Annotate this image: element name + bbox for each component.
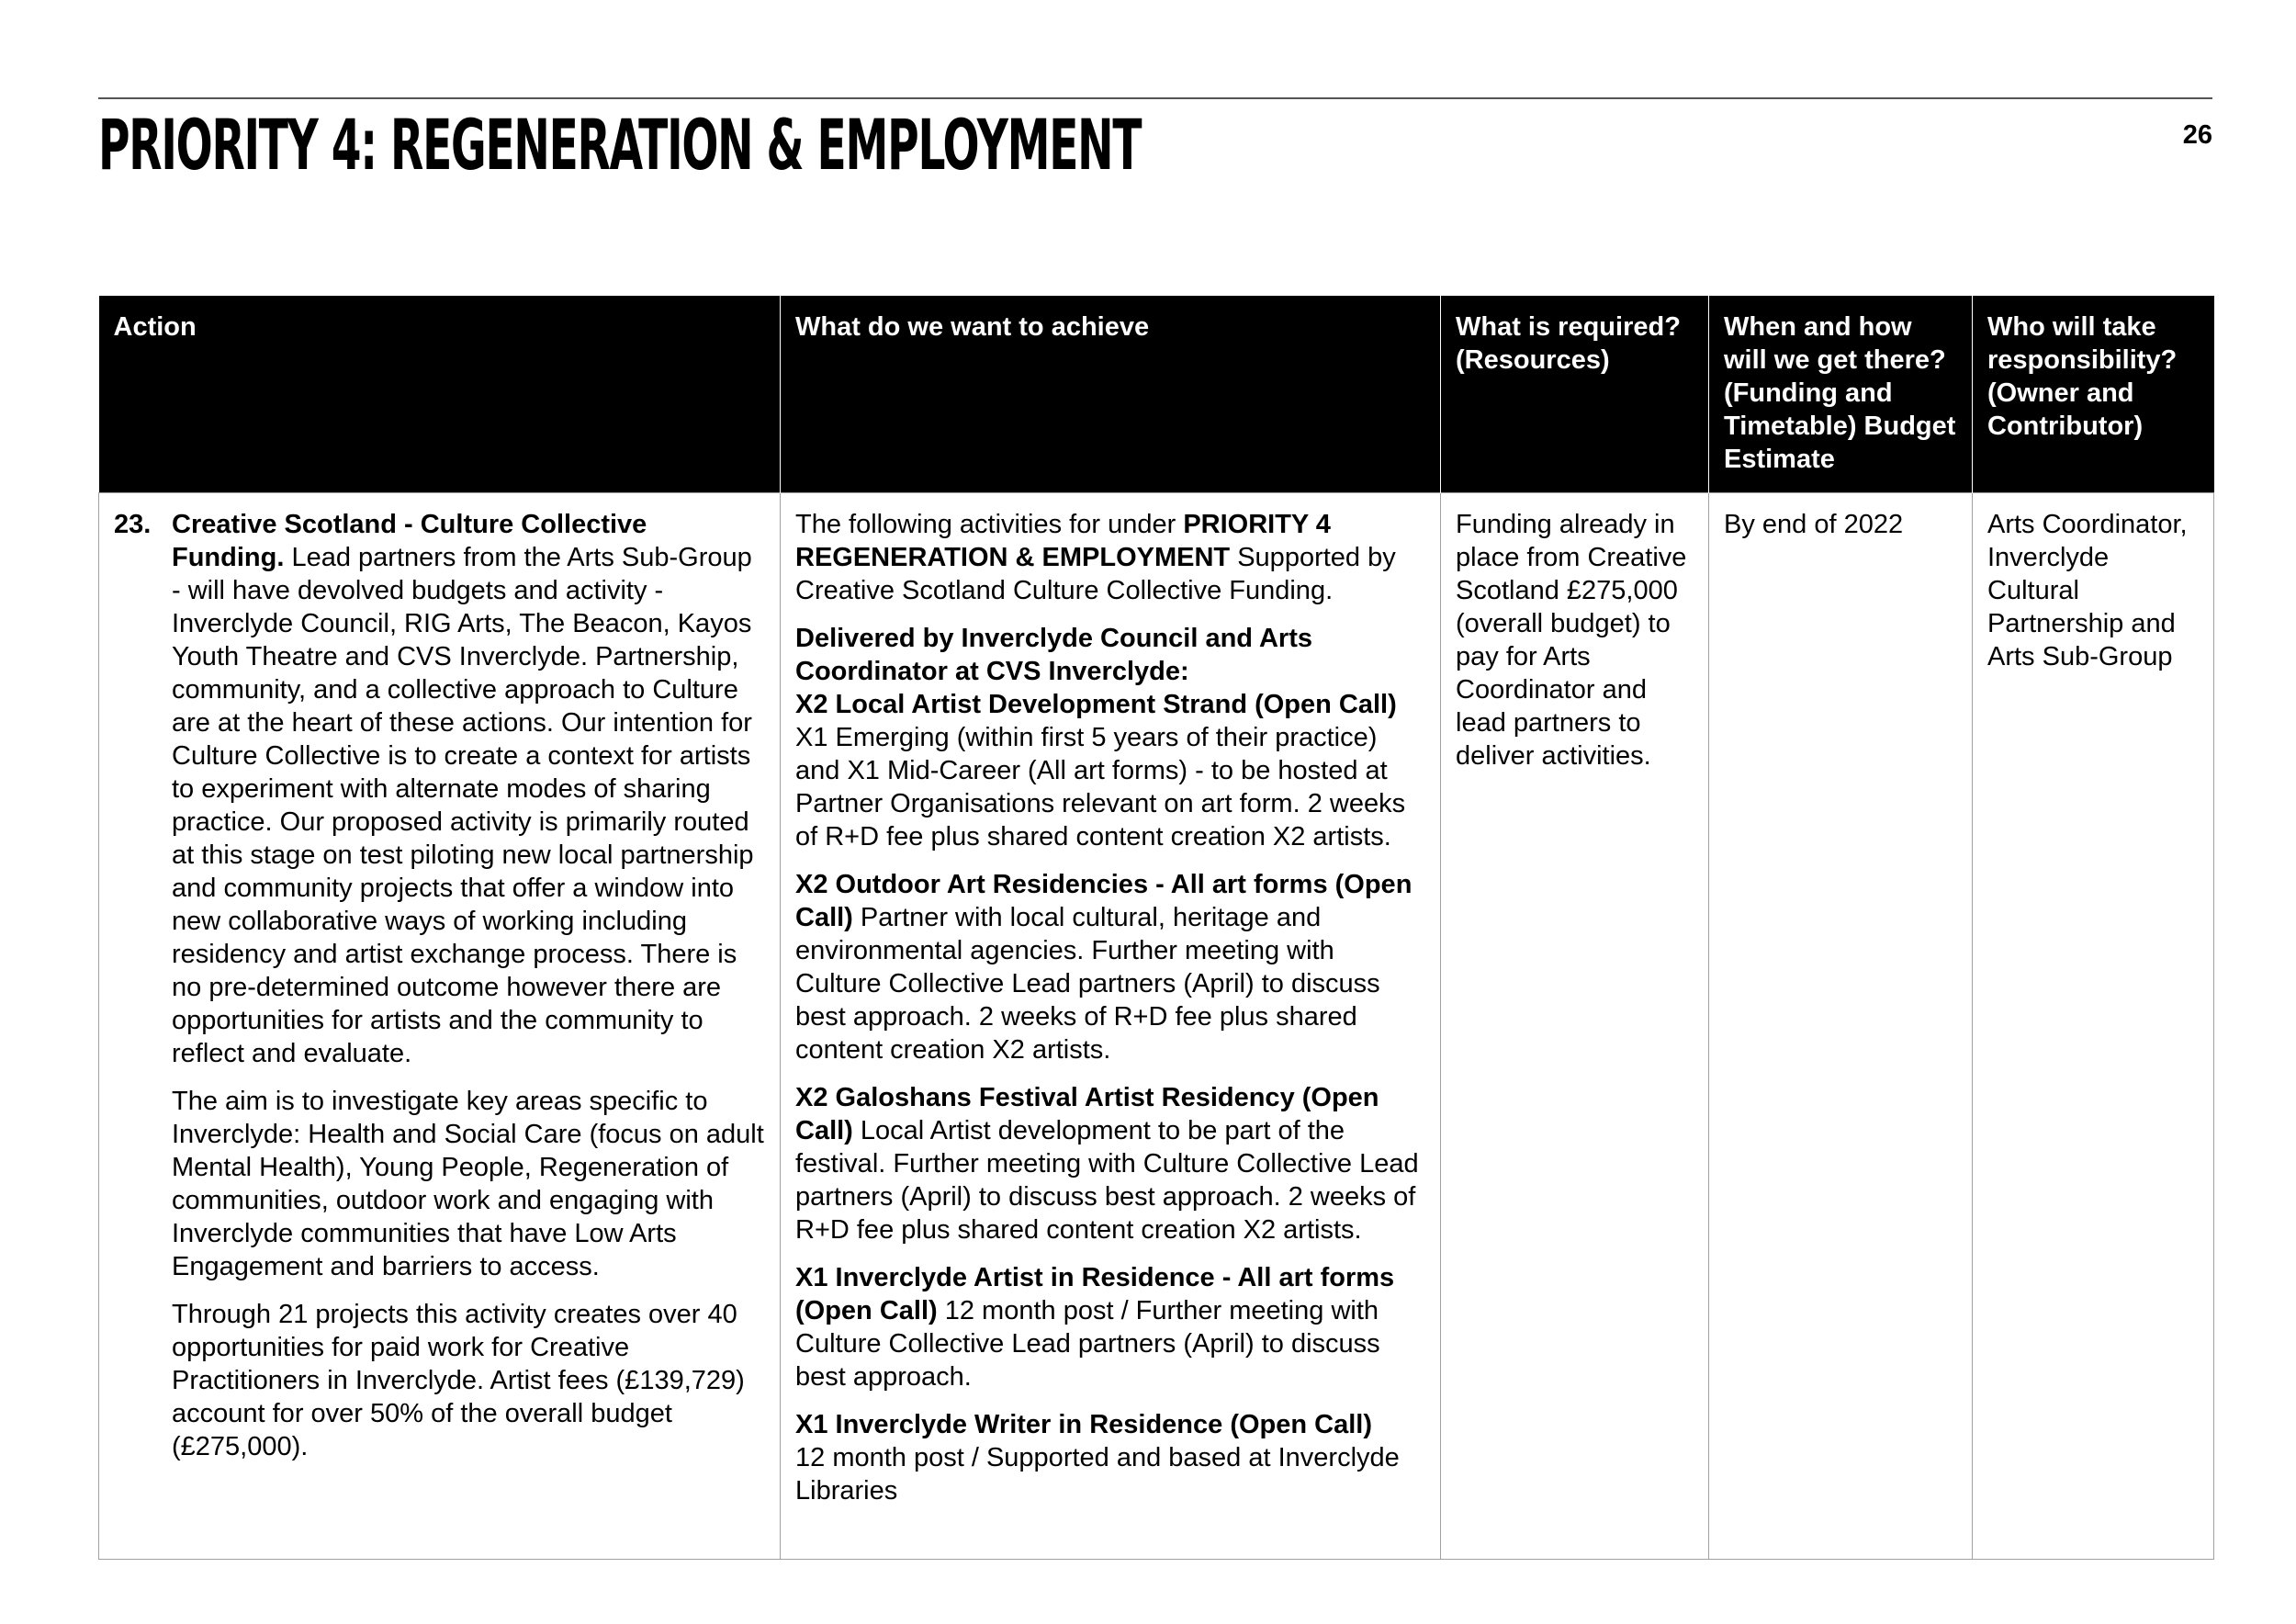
achieve-delivered (795, 622, 1425, 853)
achieve-intro-text: The following activities for under (795, 509, 1184, 539)
item-local-artist-heading: X2 Local Artist Development Strand (Open Call) (795, 689, 1397, 719)
header-action: Action (99, 296, 781, 492)
header-resources: What is required? (Resources) (1441, 296, 1709, 492)
action-description: Lead partners from the Arts Sub-Group - will have devolved budgets and activity - Inverclyde Council, RIG Arts, The Beacon, Kayos Youth Theatre and CVS Inverclyde. Partnership, community, and a collective approach to Culture are at the heart of these actions. Our intention for Culture Collective is to create a context for artists to experiment with alternate modes of sharing practice. Our proposed activity is primarily routed at this stage on test piloting new local partnership and community projects that offer a window into new collaborative ways of working including residency and artist exchange process. There is no pre-determined outcome however there are opportunities for artists and the community to reflect and evaluate. (172, 542, 754, 1068)
item-artist-residence-heading: X1 Inverclyde Artist in Residence - All art forms (Open Call) (795, 1262, 1395, 1325)
item-galoshans-text: Local Artist development to be part of the festival. Further meeting with Culture Collective Lead partners (April) to discuss best approach. 2 weeks of R+D fee plus shared content creation X2 artists. (795, 1115, 1419, 1245)
timetable-cell: By end of 2022 (1709, 492, 1973, 1560)
action-title: Creative Scotland - Culture Collective Funding. (172, 509, 647, 572)
achieve-item-outdoor (795, 868, 1425, 1066)
page-title: PRIORITY 4: REGENERATION & EMPLOYMENT (98, 104, 1142, 186)
item-outdoor-text: Partner with local cultural, heritage and environmental agencies. Further meeting with Culture Collective Lead partners (April) to discuss best approach. 2 weeks of R+D fee plus shared content creation X2 artists. (795, 902, 1380, 1065)
header-timetable: When and how will we get there? (Funding and Timetable) Budget Estimate (1709, 296, 1973, 492)
item-outdoor-heading: X2 Outdoor Art Residencies - All art forms (Open Call) (795, 869, 1412, 932)
responsibility-cell: Arts Coordinator, Inverclyde Cultural Partnership and Arts Sub-Group (1973, 492, 2214, 1560)
achieve-item-galoshans (795, 1081, 1425, 1246)
action-cell (99, 492, 781, 1560)
achieve-cell (781, 492, 1441, 1560)
table-row (99, 492, 2214, 1560)
header-responsibility: Who will take responsibility? (Owner and Contributor) (1973, 296, 2214, 492)
item-writer-residence-text: 12 month post / Supported and based at Inverclyde Libraries (795, 1442, 1400, 1506)
achieve-intro (795, 508, 1425, 607)
item-galoshans-heading: X2 Galoshans Festival Artist Residency (Open Call) (795, 1082, 1379, 1145)
resources-cell: Funding already in place from Creative Scotland £275,000 (overall budget) to pay for Arts Coordinator and lead partners to deliver activities. (1441, 492, 1709, 1560)
action-body (172, 508, 765, 1463)
header-achieve: What do we want to achieve (781, 296, 1441, 492)
delivered-by-heading: Delivered by Inverclyde Council and Arts Coordinator at CVS Inverclyde: (795, 623, 1312, 686)
item-writer-residence-heading: X1 Inverclyde Writer in Residence (Open Call) (795, 1409, 1373, 1439)
page-number: 26 (2182, 120, 2212, 150)
action-paragraph-1 (172, 508, 765, 1070)
action-paragraph-2: The aim is to investigate key areas specific to Inverclyde: Health and Social Care (focus on adult Mental Health), Young People, Regeneration of communities, outdoor work and engaging with Inverclyde communities that have Low Arts Engagement and barriers to access. (172, 1086, 764, 1281)
item-artist-residence-text: 12 month post / Further meeting with Culture Collective Lead partners (April) to discuss best approach. (795, 1295, 1380, 1392)
item-local-artist-text: X1 Emerging (within first 5 years of their practice) and X1 Mid-Career (All art forms) - to be hosted at Partner Organisations relevant on art form. 2 weeks of R+D fee plus shared content creation X2 artists. (795, 722, 1406, 851)
achieve-intro-priority: PRIORITY 4 REGENERATION & EMPLOYMENT (795, 509, 1331, 572)
action-number: 23. (114, 509, 152, 539)
action-plan-table (98, 296, 2214, 1560)
table-header-row (99, 296, 2214, 492)
achieve-item-writer-residence (795, 1408, 1425, 1507)
achieve-intro-support: Supported by Creative Scotland Culture Collective Funding. (795, 542, 1396, 605)
achieve-item-artist-residence (795, 1261, 1425, 1393)
action-paragraph-3: Through 21 projects this activity creates over 40 opportunities for paid work for Creative Practitioners in Inverclyde. Artist fees (£139,729) account for over 50% of the overall budget (£275,000). (172, 1299, 745, 1461)
